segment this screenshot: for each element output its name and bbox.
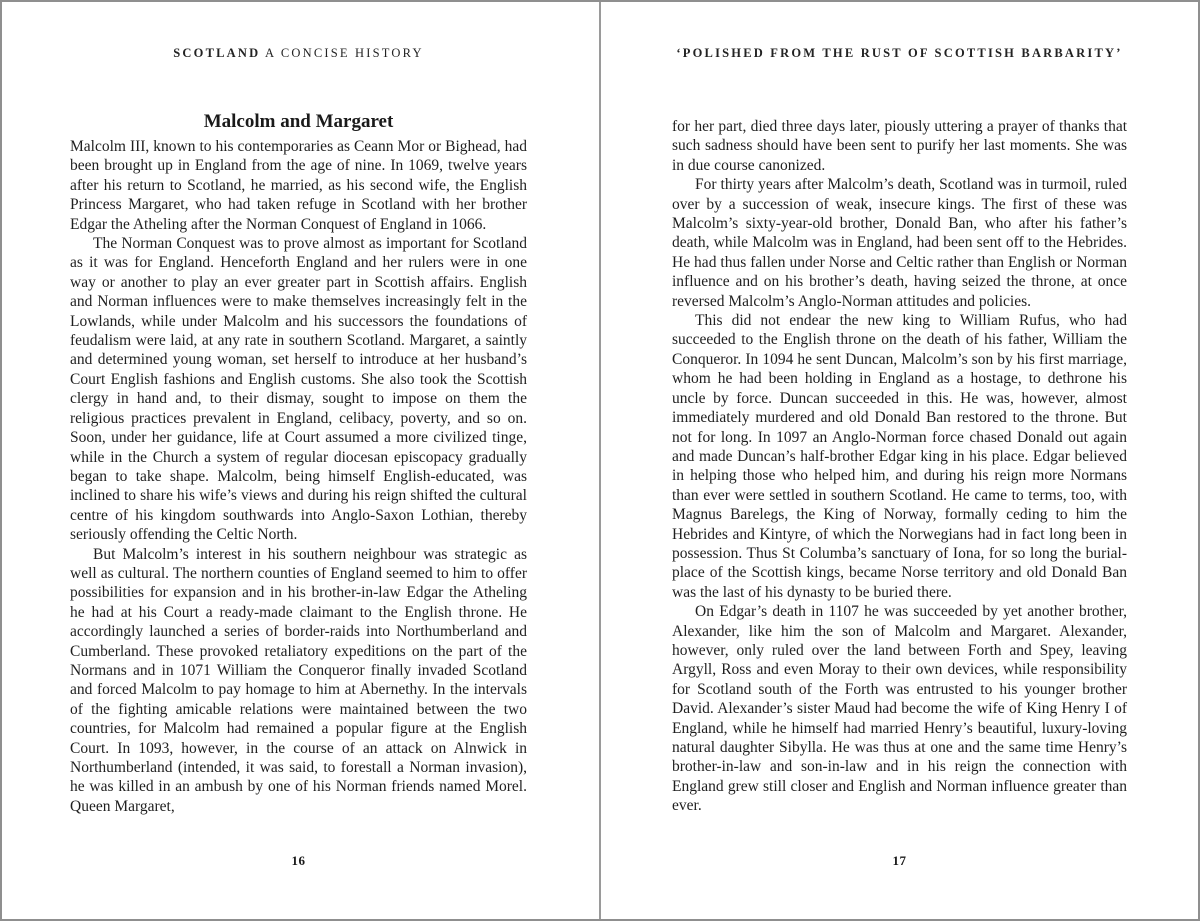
- running-header-book-title: SCOTLAND: [173, 46, 261, 60]
- page-left: [2, 2, 599, 919]
- running-header-subtitle: A CONCISE HISTORY: [260, 46, 424, 60]
- section-heading: Malcolm and Margaret: [203, 111, 394, 132]
- page-number-right: 17: [892, 853, 907, 868]
- paragraph: This did not endear the new king to William Rufus, who had succeeded to the English throne on the death of his father, William the Conqueror. In 1094 he sent Duncan, Malcolm’s son by his first marriage, whom he had been holding in England as a hostage, to dethrone his uncle by force. Duncan succeeded in this. He was, however, almost immediately murdered and old Donald Ban restored to the throne. But not for long. In 1097 an Anglo-Norman force chased Donald out again and made Duncan’s half-brother Edgar king in his place. Edgar believed in helping those who helped him, and during his reign more Normans than ever were settled in southern Scotland. He came to terms, too, with Magnus Barelegs, the King of Norway, formally ceding to him the Hebrides and Kintyre, of which the Norwegians had in fact long been in possession. Thus St Columba’s sanctuary of Iona, for so long the burial-place of the Scottish kings, became Norse territory and old Donald Ban was the last of his dynasty to be buried there.: [672, 312, 1127, 601]
- paragraph: Malcolm III, known to his contemporaries as Ceann Mor or Bighead, had been brought up in England from the age of nine. In 1069, twelve years after his return to Scotland, he married, as his second wife, the English Princess Margaret, who had taken refuge in Scotland with her brother Edgar the Atheling after the Norman Conquest of England in 1066.: [70, 138, 527, 233]
- paragraph: On Edgar’s death in 1107 he was succeeded by yet another brother, Alexander, like him the son of Malcolm and Margaret. Alexander, however, only ruled over the land between Forth and Spey, leaving Argyll, Ross and even Moray to their own devices, while responsibility for Scotland south of the Forth was entrusted to his younger brother David. Alexander’s sister Maud had become the wife of King Henry I of England, while he himself had married Henry’s beautiful, luxury-loving natural daughter Sibylla. He was thus at one and the same time Henry’s brother-in-law and son-in-law and in his reign the connection with England grew still closer and English and Norman influence greater than ever.: [672, 603, 1127, 815]
- page-left-content: [70, 110, 527, 816]
- page-right: [601, 2, 1198, 919]
- page-number-left: 16: [291, 853, 306, 868]
- paragraph: For thirty years after Malcolm’s death, Scotland was in turmoil, ruled over by a succession of weak, insecure kings. The first of these was Malcolm’s sixty-year-old brother, Donald Ban, who after his father’s death, while Malcolm was in England, had been sent off to the Hebrides. He had thus fallen under Norse and Celtic rather than English or Norman influence and on his brother’s death, having seized the throne, at once reversed Malcolm’s Anglo-Norman attitudes and policies.: [672, 176, 1127, 310]
- page-right-content: [672, 117, 1127, 816]
- paragraph: The Norman Conquest was to prove almost as important for Scotland as it was for England. Henceforth England and her rulers were in one way or another to play an ever greater part in Scottish affairs. English and Norman influences were to make themselves increasingly felt in the Lowlands, while under Malcolm and his successors the foundations of feudalism were laid, at any rate in southern Scotland. Margaret, a saintly and determined young woman, set herself to introduce at her husband’s Court English fashions and English customs. She also took the Scottish clergy in hand and, to their dismay, sought to impose on them the religious practices prevalent in England, celibacy, poverty, and so on. Soon, under her guidance, life at Court assumed a more civilized tinge, while in the Church a system of regular diocesan episcopacy gradually began to take shape. Malcolm, being himself English-educated, was inclined to share his wife’s views and during his reign shifted the cultural centre of his kingdom southwards into Anglo-Saxon Lothian, thereby seriously offending the Celtic North.: [70, 235, 527, 544]
- paragraph: But Malcolm’s interest in his southern neighbour was strategic as well as cultural. The northern counties of England seemed to him to offer possibilities for expansion and in his brother-in-law Edgar the Atheling he had at his Court a ready-made claimant to the English throne. He accordingly launched a series of border-raids into Northumberland and Cumberland. These provoked retaliatory expeditions on the part of the Normans and in 1071 William the Conqueror finally invaded Scotland and forced Malcolm to pay homage to him at Abernethy. In the intervals of the fighting amicable relations were maintained between the two countries, for Malcolm had remained a popular figure at the English Court. In 1093, however, in the course of an attack on Alnwick in Northumberland (intended, it was said, to forestall a Norman invasion), he was killed in an ambush by one of his Norman friends named Morel. Queen Margaret,: [70, 545, 527, 815]
- running-header-right: [672, 46, 1127, 61]
- running-header-chapter-title: ‘POLISHED FROM THE RUST OF SCOTTISH BARBARITY’: [676, 46, 1123, 60]
- paragraph: for her part, died three days later, piously uttering a prayer of thanks that such sadness should have been sent to purify her last moments. She was in due course canonized.: [672, 118, 1127, 174]
- running-header-left: [70, 46, 527, 61]
